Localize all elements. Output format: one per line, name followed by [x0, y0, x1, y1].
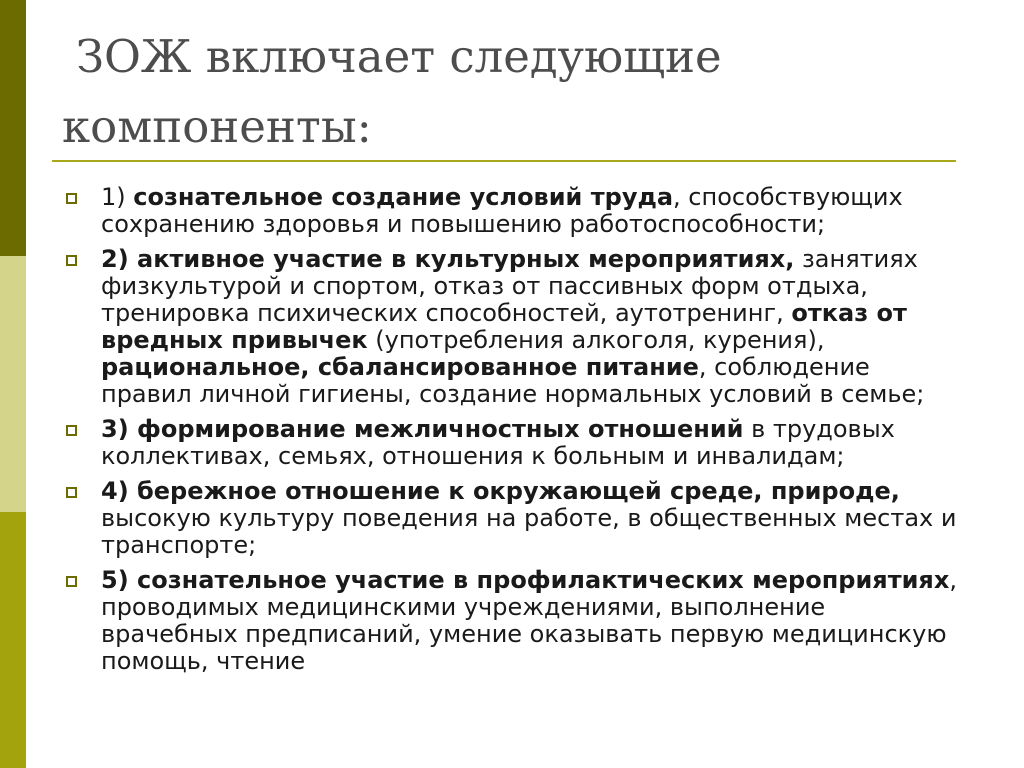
item-2-text-bold-2: отказ от вредных привычек: [101, 299, 907, 354]
item-2-text-plain-2: (употребления алкоголя, курения),: [367, 326, 825, 354]
hollow-square-bullet-icon: [66, 193, 77, 204]
list-item: [62, 567, 962, 675]
title-divider: [52, 160, 956, 162]
list-item: [62, 184, 962, 238]
item-3-text-plain: в трудовых коллективах, семьях, отношения к больным и инвалидам;: [101, 415, 895, 470]
item-2-text-bold: 2) активное участие в культурных мероприятиях,: [101, 245, 795, 273]
slide-title-line-1: ЗОЖ включает следующие: [76, 30, 722, 83]
bullet-list: [62, 184, 962, 683]
item-4-text-bold: 4) бережное отношение к окружающей среде, природе,: [101, 477, 900, 505]
item-1-text-bold: сознательное создание условий труда: [133, 183, 674, 211]
slide-title-line-2: компоненты:: [62, 100, 372, 153]
item-2-text-bold-3: рациональное, сбалансированное питание: [101, 353, 699, 381]
item-5-text-bold: 5) сознательное участие в профилактических мероприятиях: [101, 566, 950, 594]
hollow-square-bullet-icon: [66, 487, 77, 498]
list-item: [62, 246, 962, 408]
hollow-square-bullet-icon: [66, 425, 77, 436]
item-2-text-plain-3: , соблюдение правил личной гигиены, создание нормальных условий в семье;: [101, 353, 925, 408]
list-item: [62, 478, 962, 559]
item-2-text-plain: занятиях физкультурой и спортом, отказ от пассивных форм отдыха, тренировка психических способностей, аутотренинг,: [101, 245, 918, 327]
item-4-text-plain: высокую культуру поведения на работе, в общественных местах и транспорте;: [101, 504, 957, 559]
item-3-text-bold: 3) формирование межличностных отношений: [101, 415, 744, 443]
hollow-square-bullet-icon: [66, 255, 77, 266]
side-bar-bottom-segment: [0, 512, 26, 768]
decorative-side-bar: [0, 0, 26, 768]
item-1-text-plain: 1): [101, 183, 134, 211]
item-5-text-plain: , проводимых медицинскими учреждениями, выполнение врачебных предписаний, умение оказывать первую медицинскую помощь, чтение: [101, 566, 957, 675]
side-bar-middle-segment: [0, 256, 26, 512]
item-1-text-plain-end: , способствующих сохранению здоровья и повышению работоспособности;: [101, 183, 903, 238]
hollow-square-bullet-icon: [66, 576, 77, 587]
side-bar-top-segment: [0, 0, 26, 256]
slide-title: [62, 22, 942, 162]
list-item: [62, 416, 962, 470]
